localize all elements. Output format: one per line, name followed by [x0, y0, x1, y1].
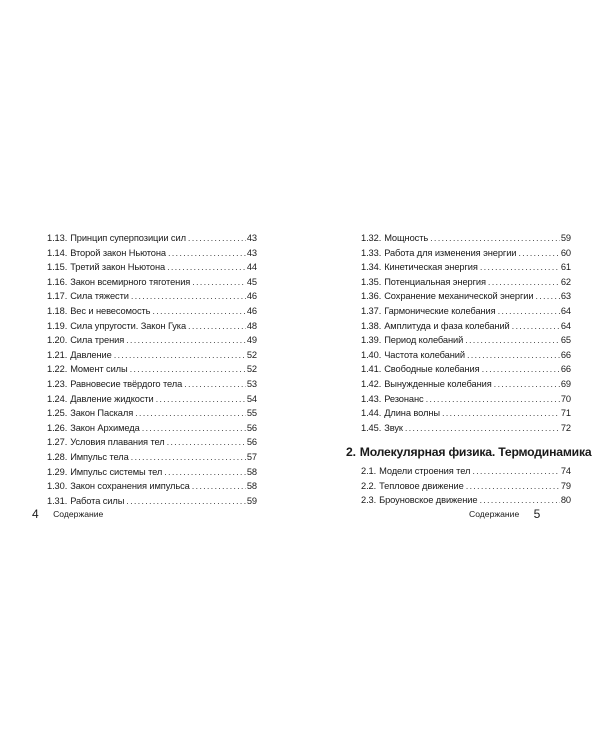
entry-title: Условия плавания тел [70, 437, 165, 448]
entry-title: Закон сохранения импульса [70, 481, 190, 492]
section-heading [346, 445, 592, 459]
entry-number: 1.25. [47, 408, 68, 419]
entry-number: 2.2. [361, 480, 377, 491]
dot-leader [442, 406, 560, 421]
toc-subsection [361, 464, 571, 508]
toc-entry [47, 319, 257, 334]
entry-page-number: 80 [560, 495, 571, 506]
entry-page-number: 66 [560, 364, 571, 375]
toc-entry [361, 406, 571, 421]
entry-page-number: 46 [246, 291, 257, 302]
entry-title: Сила трения [70, 335, 125, 346]
entry-title: Третий закон Ньютона [70, 262, 166, 273]
dot-leader [142, 421, 246, 436]
entry-page-number: 66 [560, 349, 571, 360]
toc-entry [47, 246, 257, 261]
toc-entry [361, 246, 571, 261]
entry-title: Сохранение механической энергии [384, 291, 534, 302]
entry-title: Тепловое движение [379, 480, 464, 491]
dot-leader [494, 377, 560, 392]
dot-leader [167, 260, 246, 275]
toc-entry [47, 421, 257, 436]
entry-page-number: 59 [246, 495, 257, 506]
entry-number: 1.39. [361, 335, 382, 346]
entry-page-number: 58 [246, 481, 257, 492]
entry-title: Звук [384, 422, 403, 433]
toc-list-subsection [361, 464, 571, 508]
entry-title: Сила упругости. Закон Гука [70, 320, 187, 331]
entry-title: Гармонические колебания [384, 305, 496, 316]
entry-page-number: 70 [560, 393, 571, 404]
entry-page-number: 61 [560, 262, 571, 273]
entry-number: 1.30. [47, 481, 68, 492]
dot-leader [168, 246, 246, 261]
entry-page-number: 54 [246, 393, 257, 404]
entry-title: Закон всемирного тяготения [70, 276, 191, 287]
toc-left [47, 231, 257, 508]
entry-title: Модели строения тел [379, 466, 471, 476]
dot-leader [479, 493, 559, 508]
entry-page-number: 64 [560, 305, 571, 316]
toc-entry [47, 289, 257, 304]
page-number-right: 5 [533, 507, 541, 521]
entry-number: 1.28. [47, 451, 68, 462]
dot-leader [114, 348, 246, 363]
entry-number: 2.3. [361, 495, 377, 506]
entry-number: 1.41. [361, 364, 382, 375]
entry-number: 1.43. [361, 393, 382, 404]
entry-page-number: 59 [560, 233, 571, 243]
entry-title: Потенциальная энергия [384, 276, 486, 287]
entry-number: 1.44. [361, 408, 382, 419]
entry-page-number: 63 [560, 291, 571, 302]
toc-list-right [361, 231, 571, 435]
section-number: 2. [346, 445, 356, 459]
toc-entry [361, 348, 571, 363]
dot-leader [167, 435, 246, 450]
toc-entry [361, 289, 571, 304]
entry-number: 1.26. [47, 422, 68, 433]
dot-leader [131, 450, 246, 465]
entry-page-number: 56 [246, 437, 257, 448]
toc-list-left [47, 231, 257, 508]
entry-title: Закон Архимеда [70, 422, 140, 433]
entry-number: 1.13. [47, 233, 68, 243]
entry-page-number: 56 [246, 422, 257, 433]
entry-number: 1.20. [47, 335, 68, 346]
dot-leader [192, 479, 246, 494]
entry-title: Резонанс [384, 393, 424, 404]
entry-title: Период колебаний [384, 335, 464, 346]
dot-leader [512, 319, 560, 334]
entry-page-number: 64 [560, 320, 571, 331]
toc-entry [361, 421, 571, 436]
entry-number: 1.35. [361, 276, 382, 287]
entry-title: Частота колебаний [384, 349, 465, 360]
entry-page-number: 49 [246, 335, 257, 346]
dot-leader [426, 392, 560, 407]
entry-page-number: 43 [246, 247, 257, 258]
dot-leader [135, 406, 246, 421]
entry-number: 1.15. [47, 262, 68, 273]
entry-number: 1.29. [47, 466, 68, 477]
dot-leader [498, 304, 560, 319]
toc-entry [47, 435, 257, 450]
entry-number: 1.23. [47, 378, 68, 389]
entry-page-number: 60 [560, 247, 571, 258]
entry-page-number: 74 [560, 466, 571, 476]
entry-page-number: 69 [560, 378, 571, 389]
toc-entry [47, 450, 257, 465]
entry-number: 1.14. [47, 247, 68, 258]
dot-leader [430, 231, 560, 246]
dot-leader [126, 494, 246, 509]
entry-title: Второй закон Ньютона [70, 247, 166, 258]
entry-number: 1.18. [47, 305, 68, 316]
entry-title: Равновесие твёрдого тела [70, 378, 183, 389]
toc-entry [47, 392, 257, 407]
entry-title: Мощность [384, 233, 429, 243]
entry-number: 2.1. [361, 466, 377, 476]
dot-leader [466, 479, 560, 494]
dot-leader [192, 275, 246, 290]
toc-entry [47, 479, 257, 494]
dot-leader [488, 275, 560, 290]
entry-number: 1.33. [361, 247, 382, 258]
entry-title: Работа для изменения энергии [384, 247, 517, 258]
toc-entry [361, 493, 571, 508]
entry-title: Длина волны [384, 408, 440, 419]
dot-leader [535, 289, 559, 304]
footer-left [32, 507, 103, 521]
entry-title: Свободные колебания [384, 364, 480, 375]
section-title: Молекулярная физика. Термодинамика [359, 445, 592, 459]
entry-page-number: 46 [246, 305, 257, 316]
entry-number: 1.36. [361, 291, 382, 302]
dot-leader [126, 333, 246, 348]
entry-page-number: 79 [560, 480, 571, 491]
dot-leader [465, 333, 560, 348]
toc-entry [47, 333, 257, 348]
toc-entry [361, 377, 571, 392]
entry-number: 1.34. [361, 262, 382, 273]
toc-entry [361, 333, 571, 348]
entry-number: 1.24. [47, 393, 68, 404]
entry-title: Сила тяжести [70, 291, 129, 302]
toc-entry [47, 406, 257, 421]
entry-page-number: 45 [246, 276, 257, 287]
toc-right [361, 231, 571, 435]
page-number-left: 4 [32, 507, 39, 521]
entry-number: 1.31. [47, 495, 68, 506]
entry-title: Принцип суперпозиции сил [70, 233, 186, 243]
dot-leader [188, 231, 246, 246]
entry-page-number: 43 [246, 233, 257, 243]
entry-number: 1.19. [47, 320, 68, 331]
entry-number: 1.22. [47, 364, 68, 375]
entry-page-number: 58 [246, 466, 257, 477]
dot-leader [480, 260, 560, 275]
running-title-left: Содержание [53, 509, 104, 519]
entry-number: 1.40. [361, 349, 382, 360]
dot-leader [482, 362, 560, 377]
entry-title: Вес и невесомость [70, 305, 151, 316]
dot-leader [472, 464, 560, 479]
entry-title: Давление [70, 349, 112, 360]
dot-leader [518, 246, 559, 261]
toc-entry [47, 348, 257, 363]
entry-title: Амплитуда и фаза колебаний [384, 320, 510, 331]
dot-leader [131, 289, 246, 304]
toc-entry [361, 464, 571, 479]
toc-entry [361, 392, 571, 407]
toc-entry [47, 275, 257, 290]
toc-entry [361, 231, 571, 246]
entry-title: Момент силы [70, 364, 128, 375]
dot-leader [188, 319, 246, 334]
dot-leader [184, 377, 246, 392]
toc-entry [361, 479, 571, 494]
entry-page-number: 52 [246, 364, 257, 375]
toc-entry [47, 362, 257, 377]
entry-title: Кинетическая энергия [384, 262, 478, 273]
toc-entry [47, 304, 257, 319]
entry-page-number: 55 [246, 408, 257, 419]
entry-title: Импульс тела [70, 451, 129, 462]
entry-number: 1.17. [47, 291, 68, 302]
toc-entry [361, 260, 571, 275]
entry-page-number: 44 [246, 262, 257, 273]
entry-title: Импульс системы тел [70, 466, 163, 477]
toc-entry [47, 465, 257, 480]
dot-leader [152, 304, 245, 319]
dot-leader [467, 348, 560, 363]
entry-number: 1.16. [47, 276, 68, 287]
entry-page-number: 65 [560, 335, 571, 346]
entry-number: 1.27. [47, 437, 68, 448]
entry-title: Вынужденные колебания [384, 378, 492, 389]
entry-number: 1.38. [361, 320, 382, 331]
entry-title: Закон Паскаля [70, 408, 134, 419]
entry-number: 1.45. [361, 422, 382, 433]
entry-number: 1.42. [361, 378, 382, 389]
entry-number: 1.32. [361, 233, 382, 243]
toc-entry [361, 275, 571, 290]
dot-leader [130, 362, 246, 377]
running-title-right: Содержание [469, 509, 520, 519]
dot-leader [164, 465, 246, 480]
toc-entry [47, 377, 257, 392]
toc-entry [47, 231, 257, 246]
entry-title: Броуновское движение [379, 495, 478, 506]
entry-page-number: 57 [246, 451, 257, 462]
entry-page-number: 53 [246, 378, 257, 389]
entry-number: 1.21. [47, 349, 68, 360]
entry-title: Давление жидкости [70, 393, 154, 404]
dot-leader [156, 392, 246, 407]
dot-leader [405, 421, 560, 436]
entry-page-number: 72 [560, 422, 571, 433]
footer-right [469, 507, 540, 521]
entry-title: Работа силы [70, 495, 125, 506]
toc-entry [361, 319, 571, 334]
entry-page-number: 62 [560, 276, 571, 287]
entry-page-number: 52 [246, 349, 257, 360]
toc-entry [47, 260, 257, 275]
toc-entry [361, 362, 571, 377]
entry-page-number: 71 [560, 408, 571, 419]
entry-page-number: 48 [246, 320, 257, 331]
toc-entry [361, 304, 571, 319]
entry-number: 1.37. [361, 305, 382, 316]
